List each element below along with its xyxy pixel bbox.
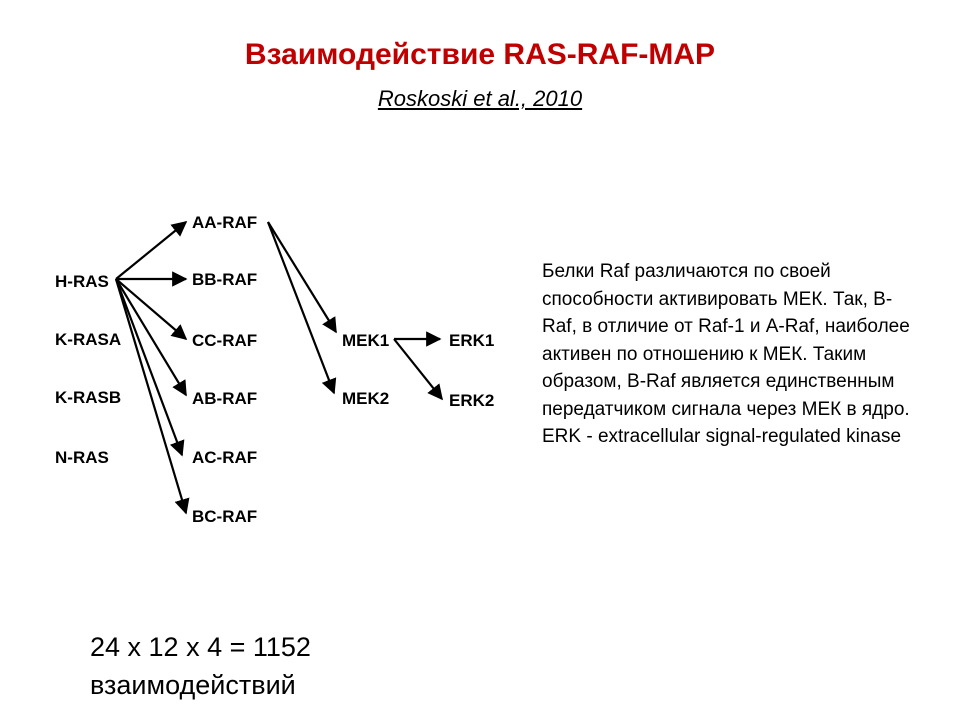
node-erk2: ERK2 <box>449 391 495 410</box>
node-erk1: ERK1 <box>449 331 495 350</box>
slide-title: Взаимодействие RAS-RAF-MAP <box>244 38 716 71</box>
node-mek1: MEK1 <box>342 331 390 350</box>
interaction-equation: 24 x 12 x 4 = 1152 <box>90 632 311 662</box>
description-text: Белки Raf различаются по своей способности активировать МЕК. Так, B-Raf, в отличие от Raf-1 и A-Raf, наиболее активен по отношению к МЕК. Таким образом, B-Raf является единственным передатчиком сигнала через МЕК в ядро. ERK - extracellular signal-regulated kinase <box>542 261 910 447</box>
arrow-mek1-erk2 <box>394 339 442 399</box>
node-k-rasa: K-RASA <box>55 330 122 349</box>
node-k-rasb: K-RASB <box>55 388 122 407</box>
interaction-count <box>90 628 490 704</box>
node-bb-raf: BB-RAF <box>192 270 258 289</box>
arrow-aa-raf-mek1 <box>268 222 336 332</box>
node-bc-raf: BC-RAF <box>192 507 258 526</box>
node-ac-raf: AC-RAF <box>192 448 258 467</box>
arrow-aa-raf-mek2 <box>268 222 334 393</box>
node-n-ras: N-RAS <box>55 448 109 467</box>
node-ab-raf: AB-RAF <box>192 389 258 408</box>
arrow-hras-bc-raf <box>116 279 186 513</box>
arrow-hras-ab-raf <box>116 279 186 395</box>
arrow-hras-aa-raf <box>116 222 186 279</box>
reference-citation: Roskoski et al., 2010 <box>377 86 583 111</box>
ras-raf-mek-erk-diagram <box>40 195 510 535</box>
arrow-hras-ac-raf <box>116 279 182 455</box>
mek-to-erk-arrows <box>394 339 442 399</box>
raf-to-mek-arrows <box>268 222 336 393</box>
interaction-caption: взаимодействий <box>90 670 296 700</box>
node-aa-raf: AA-RAF <box>192 213 258 232</box>
node-h-ras: H-RAS <box>55 272 109 291</box>
ras-to-raf-arrows <box>116 222 186 513</box>
node-mek2: MEK2 <box>342 389 390 408</box>
node-cc-raf: CC-RAF <box>192 331 258 350</box>
